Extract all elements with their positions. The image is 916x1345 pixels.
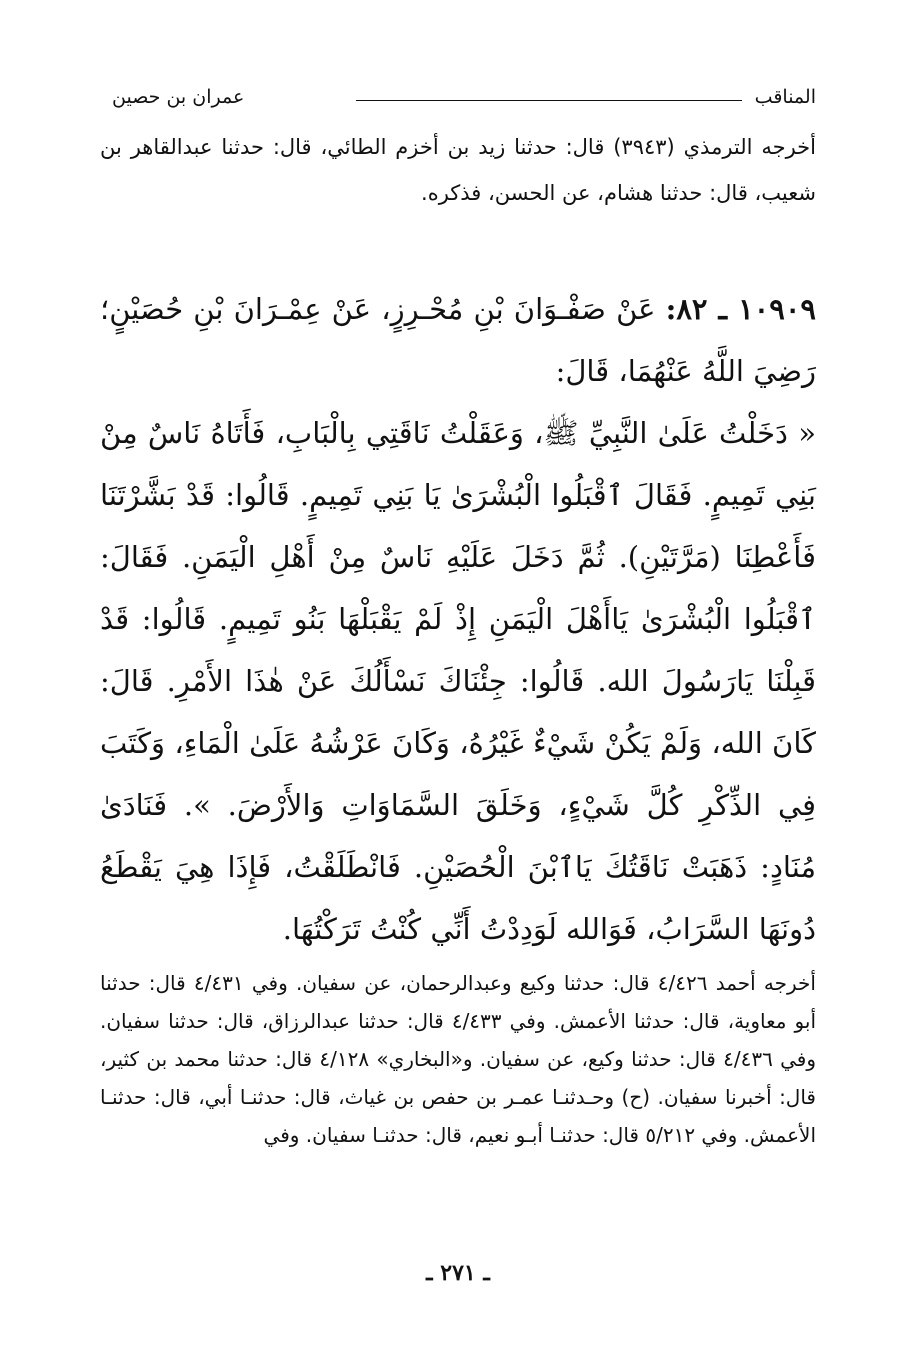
section-title: المناقب (754, 86, 816, 108)
hadith-matn: « دَخَلْتُ عَلَىٰ النَّبِيِّ ﷺ، وَعَقَلْتُ نَاقَتِي بِالْبَابِ، فَأَتَاهُ نَاسٌ مِنْ بَنِي تَمِيمٍ. فَقَالَ ٱقْبَلُوا الْبُشْرَىٰ يَا بَنِي تَمِيمٍ. قَالُوا: قَدْ بَشَّرْتَنَا فَأَعْطِنَا (مَرَّتَيْنِ). ثُمَّ دَخَلَ عَلَيْهِ نَاسٌ مِنْ أَهْلِ الْيَمَنِ. فَقَالَ: ٱقْبَلُوا الْبُشْرَىٰ يَاأَهْلَ الْيَمَنِ إِذْ لَمْ يَقْبَلْهَا بَنُو تَمِيمٍ. قَالُوا: قَدْ قَبِلْنَا يَارَسُولَ الله. قَالُوا: جِئْنَاكَ نَسْأَلُكَ عَنْ هٰذَا الأَمْرِ. قَالَ: كَانَ الله، وَلَمْ يَكُنْ شَيْءٌ غَيْرُهُ، وَكَانَ عَرْشُهُ عَلَىٰ الْمَاءِ، وَكَتَبَ فِي الذِّكْرِ كُلَّ شَيْءٍ، وَخَلَقَ السَّمَاوَاتِ وَالأَرْضَ. ». فَنَادَىٰ مُنَادٍ: ذَهَبَتْ نَاقَتُكَ يَاٱبْنَ الْحُصَيْنِ. فَانْطَلَقْتُ، فَإِذَا هِيَ يَقْطَعُ دُونَهَا السَّرَابُ، فَوَالله لَوَدِدْتُ أَنِّي كُنْتُ تَرَكْتُهَا. (100, 416, 816, 946)
hadith-block (100, 278, 816, 960)
footnote-top-text: أخرجه الترمذي (٣٩٤٣) قال: حدثنا زيد بن أخزم الطائي، قال: حدثنا عبدالقاهر بن شعيب، قال: حدثنا هشام، عن الحسن، فذكره. (100, 135, 816, 205)
running-header (100, 86, 816, 120)
page-number: ـ ٢٧١ ـ (426, 1260, 490, 1286)
hadith-isnad: عَنْ صَفْـوَانَ بْنِ مُحْـرِزٍ، عَنْ عِمْـرَانَ بْنِ حُصَيْنٍ؛ رَضِيَ اللَّهُ عَنْهُمَا، قَالَ: (100, 292, 816, 388)
hadith-isnad-paragraph (100, 278, 816, 402)
header-rule (356, 100, 742, 101)
footnote-bottom (100, 964, 816, 1154)
footnote-top (100, 124, 816, 216)
running-title: عمران بن حصين (112, 86, 245, 108)
hadith-number: ١٠٩٠٩ ـ ٨٢: (665, 292, 816, 326)
footnote-bottom-text: أخرجه أحمد ٤/٤٢٦ قال: حدثنا وكيع وعبدالرحمان، عن سفيان. وفي ٤/٤٣١ قال: حدثنا أبو معاوية، قال: حدثنا الأعمش. وفي ٤/٤٣٣ قال: حدثنا عبدالرزاق، قال: حدثنا سفيان. وفي ٤/٤٣٦ قال: حدثنا وكيع، عن سفيان. و«البخاري» ٤/١٢٨ قال: حدثنا محمد بن كثير، قال: أخبرنا سفيان. (ح) وحـدثنـا عمـر بن حفص بن غياث، قال: حدثنـا أبي، قال: حدثنـا الأعمش. وفي ٥/٢١٢ قال: حدثنـا أبـو نعيم، قال: حدثنـا سفيان. وفي (100, 971, 817, 1147)
